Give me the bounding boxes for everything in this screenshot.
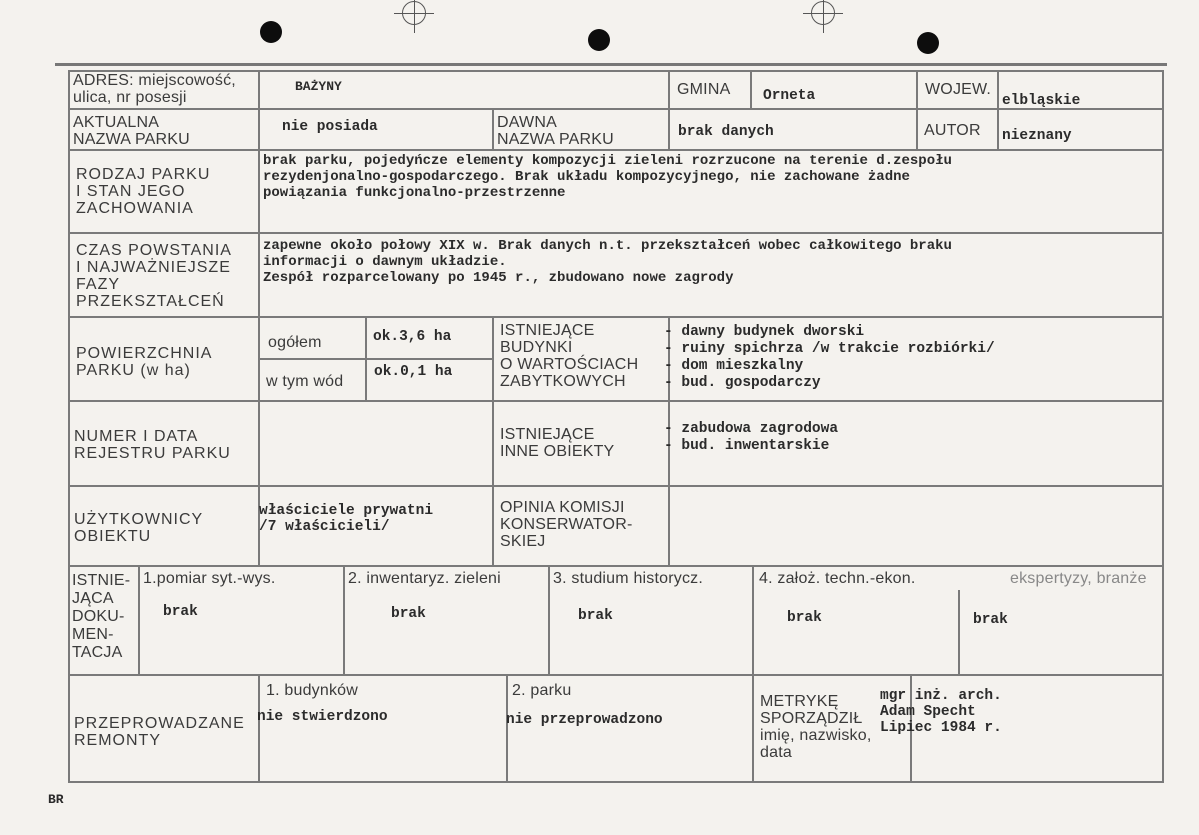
- dok-ekspertyzy-label: ekspertyzy, branże: [1010, 570, 1147, 587]
- punch-hole: [588, 29, 610, 51]
- czas-powstania-value: zapewne około połowy XIX w. Brak danych n.t. przekształceń wobec całkowitego braku informacji o dawnym układzie. Zespół rozparcelowany po 1945 r., zbudowano nowe zagrody: [263, 238, 952, 286]
- dok-zalozenia-value: brak: [787, 610, 822, 626]
- metryke-label: METRYKĘ SPORZĄDZIŁ imię, nazwisko, data: [760, 693, 872, 761]
- uzytkownicy-value: właściciele prywatni /7 właścicieli/: [259, 503, 434, 535]
- registration-mark-icon: [803, 0, 843, 33]
- dokumentacja-label: ISTNIE- JĄCA DOKU- MEN- TACJA: [72, 572, 131, 661]
- dawna-nazwa-label: DAWNA NAZWA PARKU: [497, 114, 614, 148]
- aktualna-nazwa-label: AKTUALNA NAZWA PARKU: [73, 114, 190, 148]
- top-rule: [55, 63, 1167, 66]
- adres-value: BAŻYNY: [295, 79, 342, 94]
- budynki-zabytkowe-label: ISTNIEJĄCE BUDYNKI O WARTOŚCIACH ZABYTKOWYCH: [500, 322, 639, 390]
- dok-inwentaryzacja-label: 2. inwentaryz. zieleni: [348, 570, 501, 587]
- aktualna-nazwa-value: nie posiada: [282, 119, 378, 135]
- wojew-value: elbląskie: [1002, 93, 1081, 109]
- dok-studium-label: 3. studium historycz.: [553, 570, 704, 587]
- remonty-parku-value: nie przeprowadzono: [506, 712, 663, 728]
- gmina-value: Orneta: [763, 88, 816, 104]
- inne-obiekty-value: - zabudowa zagrodowa - bud. inwentarskie: [664, 421, 839, 454]
- autor-value: nieznany: [1002, 128, 1072, 144]
- inne-obiekty-label: ISTNIEJĄCE INNE OBIEKTY: [500, 426, 615, 460]
- dok-pomiar-value: brak: [163, 604, 198, 620]
- w-tym-wod-value: ok.0,1 ha: [374, 364, 453, 380]
- remonty-budynkow-label: 1. budynków: [266, 682, 359, 699]
- registration-mark-icon: [394, 0, 434, 33]
- rejestr-label: NUMER I DATA REJESTRU PARKU: [74, 428, 231, 462]
- adres-label: ADRES: miejscowość, ulica, nr posesji: [73, 72, 236, 106]
- wojew-label: WOJEW.: [925, 81, 992, 98]
- rodzaj-parku-label: RODZAJ PARKU I STAN JEGO ZACHOWANIA: [76, 166, 211, 217]
- gmina-label: GMINA: [677, 81, 731, 98]
- footer-code: BR: [48, 792, 64, 807]
- punch-hole: [917, 32, 939, 54]
- rodzaj-parku-value: brak parku, pojedyńcze elementy kompozycji zieleni rozrzucone na terenie d.zespołu rezydenjonalno-gospodarczego. Brak układu kompozycyjnego, nie zachowane żadne powiązania funkcjonalno-przestrzenne: [263, 153, 952, 201]
- punch-hole: [260, 21, 282, 43]
- dok-studium-value: brak: [578, 608, 613, 624]
- autor-label: AUTOR: [924, 122, 981, 139]
- budynki-zabytkowe-value: - dawny budynek dworski - ruiny spichrza /w trakcie rozbiórki/ - dom mieszkalny - bud. gospodarczy: [664, 324, 995, 391]
- dok-ekspertyzy-value: brak: [973, 612, 1008, 628]
- opinia-label: OPINIA KOMISJI KONSERWATOR- SKIEJ: [500, 499, 633, 550]
- w-tym-wod-label: w tym wód: [266, 373, 344, 390]
- uzytkownicy-label: UŻYTKOWNICY OBIEKTU: [74, 511, 204, 545]
- dok-inwentaryzacja-value: brak: [391, 606, 426, 622]
- remonty-parku-label: 2. parku: [512, 682, 572, 699]
- ogolem-label: ogółem: [268, 334, 322, 351]
- ogolem-value: ok.3,6 ha: [373, 329, 452, 345]
- dok-pomiar-label: 1.pomiar syt.-wys.: [143, 570, 276, 587]
- remonty-label: PRZEPROWADZANE REMONTY: [74, 715, 245, 749]
- metryke-value: mgr inż. arch. Adam Specht Lipiec 1984 r.: [880, 688, 1002, 736]
- dok-zalozenia-label: 4. założ. techn.-ekon.: [759, 570, 916, 587]
- powierzchnia-label: POWIERZCHNIA PARKU (w ha): [76, 345, 213, 379]
- czas-powstania-label: CZAS POWSTANIA I NAJWAŻNIEJSZE FAZY PRZEKSZTAŁCEŃ: [76, 242, 232, 310]
- remonty-budynkow-value: nie stwierdzono: [257, 709, 388, 725]
- dawna-nazwa-value: brak danych: [678, 124, 774, 140]
